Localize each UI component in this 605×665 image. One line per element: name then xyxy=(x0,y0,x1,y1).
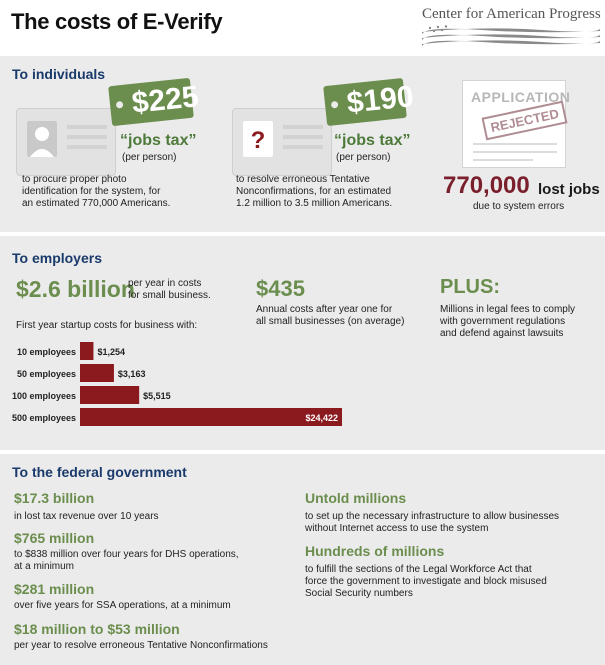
federal-description xyxy=(14,511,159,523)
federal-figure: $765 million xyxy=(14,530,95,546)
employers-big-description xyxy=(128,278,211,302)
federal-figure: Hundreds of millions xyxy=(305,543,445,559)
card-line xyxy=(283,135,323,139)
card-line xyxy=(67,125,107,129)
lost-jobs-description: due to system errors xyxy=(473,201,565,212)
application-title: APPLICATION xyxy=(471,89,571,105)
bar-category-label: 50 employees xyxy=(16,369,76,379)
card-line xyxy=(283,125,323,129)
annual-figure: $435 xyxy=(256,276,305,301)
question-mark-icon xyxy=(243,121,273,157)
desc-line: Annual costs after year one for xyxy=(256,304,393,315)
id-card-icon xyxy=(16,108,116,176)
desc-line: Millions in legal fees to comply xyxy=(440,304,576,315)
rejected-application-icon xyxy=(462,80,571,168)
startup-label: First year startup costs for business with: xyxy=(16,320,198,331)
desc-line: to resolve erroneous Tentative xyxy=(236,174,370,185)
federal-description xyxy=(305,564,547,600)
card-line xyxy=(283,145,323,149)
per-person-label: (per person) xyxy=(122,152,177,163)
bar xyxy=(80,364,114,382)
desc-line: to fulfill the sections of the Legal Workforce Act that xyxy=(305,564,532,575)
startup-costs-chart xyxy=(0,338,360,433)
desc-line: without Internet access to use the system xyxy=(305,523,489,534)
federal-description xyxy=(305,511,559,535)
jobs-tax-label: “jobs tax” xyxy=(120,132,197,149)
per-person-label: (per person) xyxy=(336,152,391,163)
federal-figure: $17.3 billion xyxy=(14,490,95,506)
federal-figure: $281 million xyxy=(14,581,95,597)
bar xyxy=(80,386,139,404)
desc-line: all small businesses (on average) xyxy=(256,316,405,327)
desc-line: identification for the system, for xyxy=(22,186,161,197)
page-title: The costs of E-Verify xyxy=(11,9,223,34)
federal-heading: To the federal government xyxy=(12,464,187,480)
header xyxy=(0,0,605,52)
doc-line xyxy=(473,143,557,145)
desc-line: an estimated 770,000 Americans. xyxy=(22,198,171,209)
desc-line: for small business. xyxy=(128,290,211,301)
person-icon xyxy=(27,121,57,157)
individuals-heading: To individuals xyxy=(12,66,106,82)
desc-line: per year in costs xyxy=(128,278,202,289)
desc-line: Social Security numbers xyxy=(305,588,413,599)
bar-value-label: $1,254 xyxy=(97,347,125,357)
plus-description xyxy=(440,304,575,340)
price-tag: $190 xyxy=(323,78,407,126)
rejected-stamp: REJECTED xyxy=(482,101,568,141)
desc-line: Nonconfirmations, for an estimated xyxy=(236,186,392,197)
item2-description xyxy=(236,174,392,210)
doc-line xyxy=(473,151,557,153)
bar-category-label: 10 employees xyxy=(16,347,76,357)
bar xyxy=(80,408,342,426)
lost-jobs-label: lost jobs xyxy=(538,181,600,198)
price-tag: $225 xyxy=(108,78,194,126)
bar xyxy=(80,342,93,360)
bar-value-label: $3,163 xyxy=(117,369,146,379)
federal-section xyxy=(0,454,605,665)
jobs-tax-label: “jobs tax” xyxy=(334,132,411,149)
bar-category-label: 100 employees xyxy=(11,391,76,401)
plus-heading: PLUS: xyxy=(440,276,500,298)
card-line xyxy=(67,145,107,149)
id-card-icon xyxy=(232,108,332,176)
desc-line: over five years for SSA operations, at a minimum xyxy=(14,600,231,611)
bar-category-label: 500 employees xyxy=(11,413,76,423)
doc-line xyxy=(473,159,533,161)
desc-line: with government regulations xyxy=(440,316,566,327)
logo-text: Center for American Progress xyxy=(422,6,601,22)
desc-line: 1.2 million to 3.5 million Americans. xyxy=(236,198,393,209)
desc-line: and defend against lawsuits xyxy=(440,328,564,339)
desc-line: force the government to investigate and block misused xyxy=(305,576,547,587)
desc-line: per year to resolve erroneous Tentative Nonconfirmations xyxy=(14,640,268,651)
cap-logo xyxy=(422,6,600,52)
annual-description xyxy=(256,304,404,328)
desc-line: at a minimum xyxy=(14,561,75,572)
federal-description xyxy=(14,549,239,573)
employers-big-figure: $2.6 billion xyxy=(16,276,135,302)
desc-line: to procure proper photo xyxy=(22,174,127,185)
federal-figure: Untold millions xyxy=(305,490,407,506)
flag-stripes-icon xyxy=(422,24,600,52)
item1-description xyxy=(22,174,170,210)
bar-value-label: $5,515 xyxy=(143,391,171,401)
desc-line: in lost tax revenue over 10 years xyxy=(14,511,159,522)
lost-jobs-number: 770,000 xyxy=(443,172,530,199)
federal-description xyxy=(14,640,268,652)
card-line xyxy=(67,135,107,139)
desc-line: to set up the necessary infrastructure to allow businesses xyxy=(305,511,560,522)
svg-text:?: ? xyxy=(250,127,266,154)
employers-heading: To employers xyxy=(12,250,102,266)
bar-value-label: $24,422 xyxy=(305,413,338,423)
federal-description xyxy=(14,600,231,612)
federal-figure: $18 million to $53 million xyxy=(14,621,180,637)
desc-line: to $838 million over four years for DHS operations, xyxy=(14,549,239,560)
